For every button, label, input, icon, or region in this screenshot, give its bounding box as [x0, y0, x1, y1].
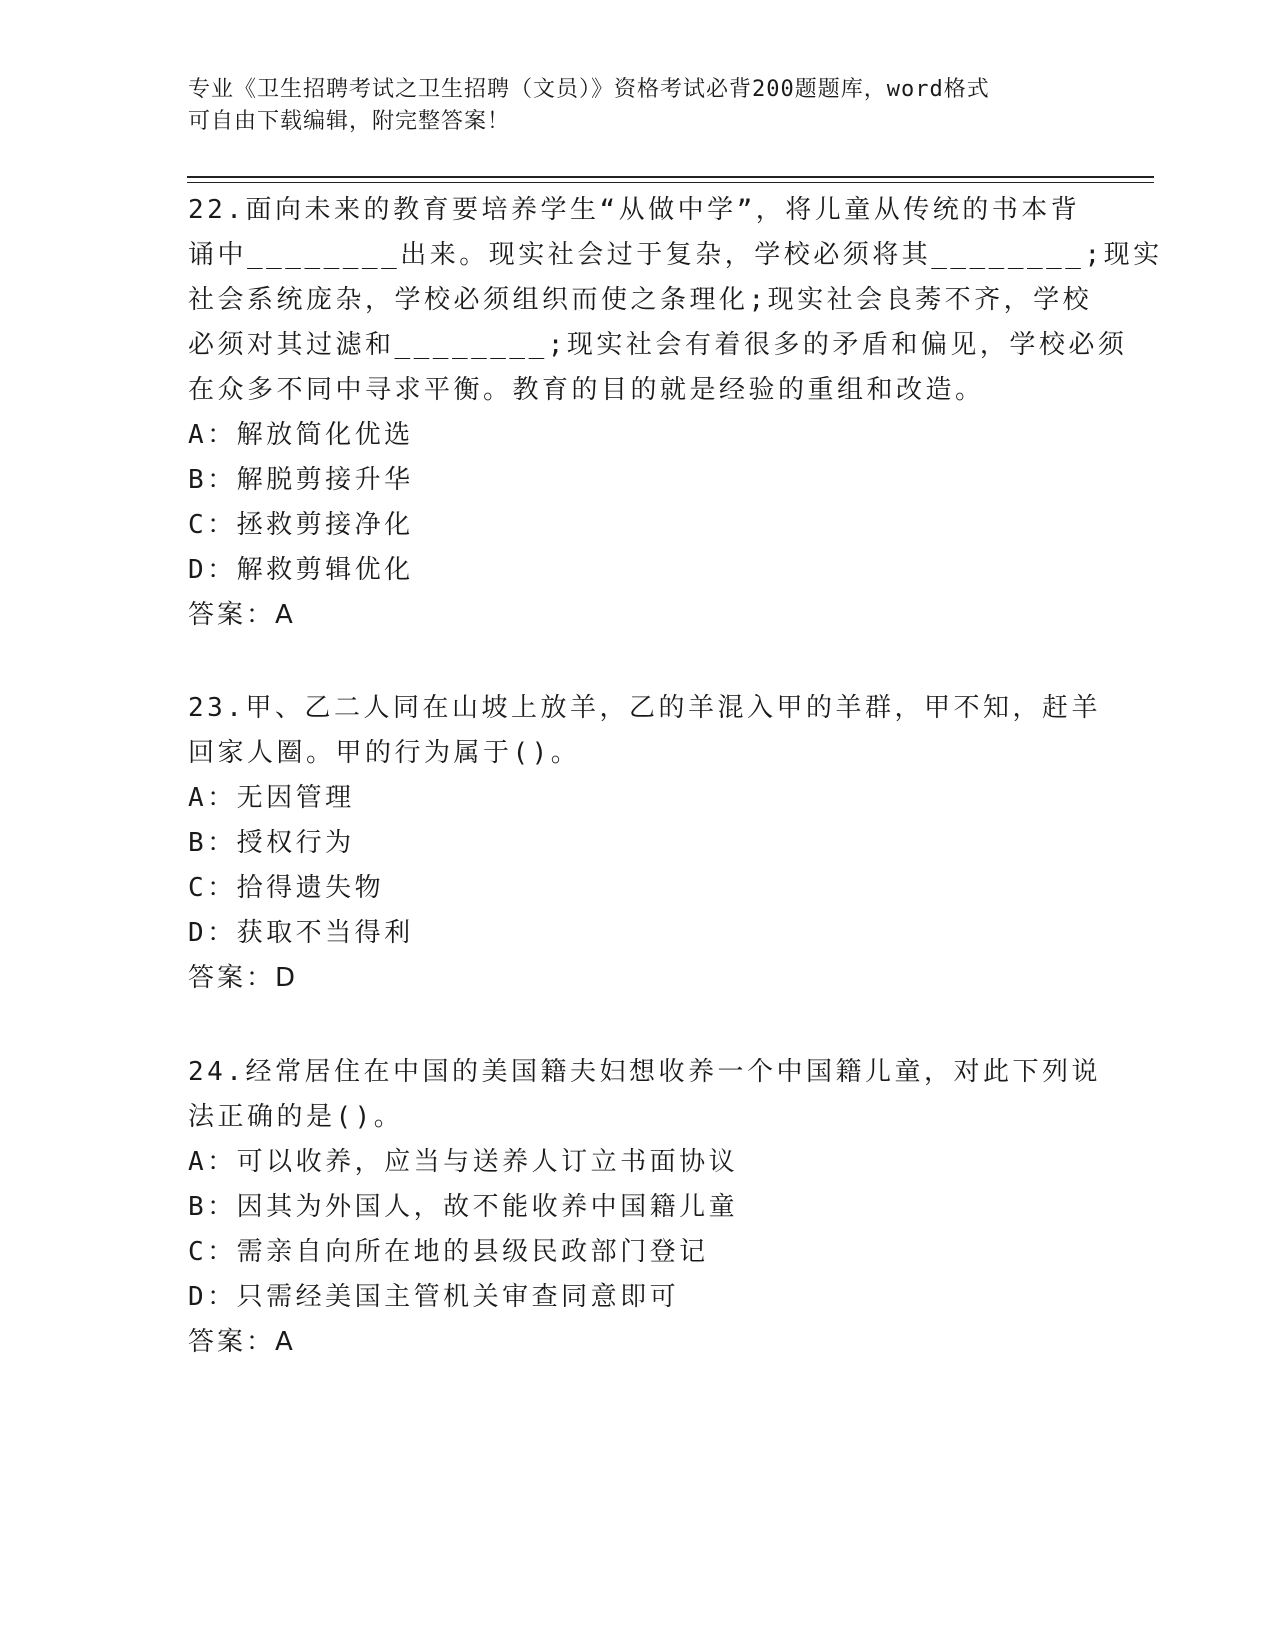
question-24	[188, 1050, 1101, 1365]
option-c: C：拾得遗失物	[188, 873, 385, 903]
stem-line: 23.甲、乙二人同在山坡上放羊，乙的羊混入甲的羊群，甲不知，赶羊	[188, 693, 1101, 723]
stem-line: 22.面向未来的教育要培养学生“从做中学”，将儿童从传统的书本背	[188, 195, 1081, 225]
answer: 答案：A	[188, 600, 296, 630]
option-b: B：解脱剪接升华	[188, 465, 414, 495]
question-stem	[188, 188, 1163, 413]
question-stem	[188, 686, 1101, 776]
option-d: D：只需经美国主管机关审查同意即可	[188, 1282, 680, 1312]
stem-line: 回家人圈。甲的行为属于()。	[188, 738, 581, 768]
stem-line: 法正确的是()。	[188, 1102, 404, 1132]
option-c: C：拯救剪接净化	[188, 510, 414, 540]
option-a: A：可以收养，应当与送养人订立书面协议	[188, 1147, 739, 1177]
stem-line: 24.经常居住在中国的美国籍夫妇想收养一个中国籍儿童，对此下列说	[188, 1057, 1101, 1087]
answer: 答案：D	[188, 963, 299, 993]
header-line-1: 专业《卫生招聘考试之卫生招聘（文员）》资格考试必背200题题库，word格式	[188, 77, 990, 102]
header-divider-thick	[187, 176, 1154, 178]
option-c: C：需亲自向所在地的县级民政部门登记	[188, 1237, 709, 1267]
stem-line: 必须对其过滤和________;现实社会有着很多的矛盾和偏见，学校必须	[188, 330, 1128, 360]
question-stem	[188, 1050, 1101, 1140]
answer: 答案：A	[188, 1327, 296, 1357]
option-d: D：解救剪辑优化	[188, 555, 414, 585]
option-d: D：获取不当得利	[188, 918, 414, 948]
option-b: B：授权行为	[188, 828, 355, 858]
stem-line: 社会系统庞杂，学校必须组织而使之条理化;现实社会良莠不齐，学校	[188, 285, 1093, 315]
header-line-2: 可自由下载编辑，附完整答案！	[188, 109, 511, 134]
question-22	[188, 188, 1163, 638]
question-23	[188, 686, 1101, 1001]
stem-line: 在众多不同中寻求平衡。教育的目的就是经验的重组和改造。	[188, 375, 985, 405]
document-header	[188, 74, 1068, 138]
option-a: A：解放简化优选	[188, 420, 414, 450]
header-divider-thin	[187, 182, 1154, 183]
option-b: B：因其为外国人，故不能收养中国籍儿童	[188, 1192, 739, 1222]
stem-line: 诵中________出来。现实社会过于复杂，学校必须将其________;现实	[188, 240, 1163, 270]
option-a: A：无因管理	[188, 783, 355, 813]
